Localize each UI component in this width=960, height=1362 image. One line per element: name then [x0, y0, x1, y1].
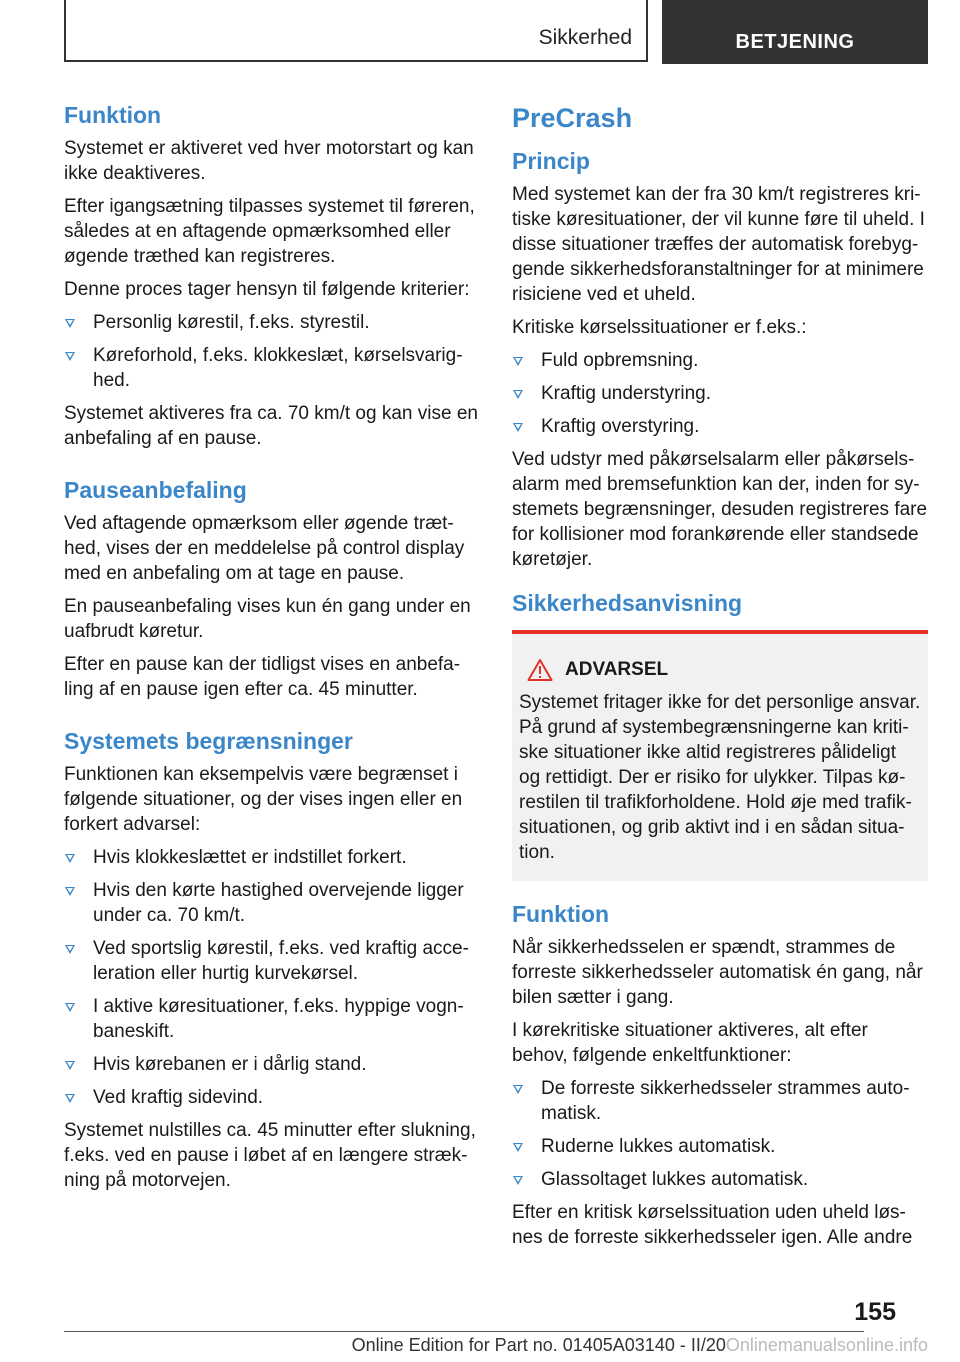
triangle-bullet-icon [65, 854, 75, 863]
heading-funktion-right: Funktion [512, 901, 610, 927]
page-number: 155 [854, 1298, 896, 1326]
list-item: Ved sportslig kørestil, f.eks. ved kraftig acce-leration eller hurtig kurvekørsel. [64, 936, 480, 986]
warning-text: Systemet fritager ikke for det personlige ansvar. På grund af systembegrænsningerne kan kriti-ske situationer ikke altid registreres pålideligt og rettidigt. Der er risiko for ulykker. Tilpas kø-restilen til trafikforholdene. Hold øje med trafik-situationen, og grib aktivt ind i en sådan situa-tion. [519, 692, 921, 863]
triangle-bullet-icon [513, 1176, 523, 1185]
paragraph: Med systemet kan der fra 30 km/t registreres kri-tiske køresituationer, der vil kunne føre til uheld. I disse situationer træffes der automatisk forebyg-gende sikkerhedsforanstaltninger for at minimere risiciene ved et uheld. [512, 184, 925, 305]
paragraph: Systemet er aktiveret ved hver motorstart og kan ikke deaktiveres. [64, 138, 474, 184]
paragraph: Ved aftagende opmærksom eller øgende træt-hed, vises der en meddelelse på control display med en anbefaling om at tage en pause. [64, 513, 465, 584]
paragraph: I kørekritiske situationer aktiveres, alt efter behov, følgende enkeltfunktioner: [512, 1020, 868, 1066]
paragraph: Ved udstyr med påkørselsalarm eller påkørsels-alarm med bremsefunktion kan der, inden for sy-stemets begrænsninger, desuden registreres fare for kollisioner mod forankørende eller standsede køretøjer. [512, 449, 928, 570]
list-item: Ruderne lukkes automatisk. [512, 1134, 928, 1159]
list-item: Hvis kørebanen er i dårlig stand. [64, 1052, 480, 1077]
page-header [64, 0, 928, 64]
paragraph: Systemet aktiveres fra ca. 70 km/t og kan vise en anbefaling af en pause. [64, 403, 478, 449]
footer-edition [64, 1335, 928, 1356]
situations-list [512, 348, 928, 439]
functions-list [512, 1076, 928, 1192]
list-item: Ved kraftig sidevind. [64, 1085, 480, 1110]
triangle-bullet-icon [65, 1061, 75, 1070]
edition-text: Online Edition for Part no. 01405A03140 - II/20 [351, 1335, 726, 1355]
triangle-bullet-icon [513, 390, 523, 399]
heading-pauseanbefaling: Pauseanbefaling [64, 477, 247, 503]
triangle-bullet-icon [65, 319, 75, 328]
footer-divider [64, 1331, 864, 1332]
list-item: Køreforhold, f.eks. klokkeslæt, kørselsvarig-hed. [64, 343, 480, 393]
paragraph: Efter en kritisk kørselssituation uden uheld løs-nes de forreste sikkerhedsseler igen. Alle andre [512, 1202, 913, 1248]
paragraph: Efter igangsætning tilpasses systemet til føreren, således at en aftagende opmærksomhed eller øgende træthed kan registreres. [64, 196, 475, 267]
triangle-bullet-icon [65, 887, 75, 896]
triangle-bullet-icon [513, 423, 523, 432]
list-item: I aktive køresituationer, f.eks. hyppige vogn-baneskift. [64, 994, 480, 1044]
triangle-bullet-icon [513, 1143, 523, 1152]
heading-begraensninger: Systemets begrænsninger [64, 728, 353, 754]
list-item: Kraftig overstyring. [512, 414, 928, 439]
triangle-bullet-icon [65, 945, 75, 954]
warning-box [512, 630, 928, 881]
paragraph: En pauseanbefaling vises kun én gang under en uafbrudt køretur. [64, 596, 471, 642]
list-item: Hvis klokkeslættet er indstillet forkert. [64, 845, 480, 870]
heading-funktion: Funktion [64, 102, 162, 128]
paragraph: Når sikkerhedsselen er spændt, strammes de forreste sikkerhedsseler automatisk én gang, når bilen sætter i gang. [512, 937, 923, 1008]
limits-list [64, 845, 480, 1110]
paragraph: Systemet nulstilles ca. 45 minutter efter slukning, f.eks. ved en pause i løbet af en længere stræk-ning på motorvejen. [64, 1120, 476, 1191]
heading-sikkerhedsanvisning: Sikkerhedsanvisning [512, 590, 743, 616]
triangle-bullet-icon [65, 1094, 75, 1103]
list-item: De forreste sikkerhedsseler strammes auto-matisk. [512, 1076, 928, 1126]
paragraph: Kritiske kørselssituationer er f.eks.: [512, 317, 807, 338]
list-item: Glassoltaget lukkes automatisk. [512, 1167, 928, 1192]
section-title: Sikkerhed [538, 26, 632, 49]
heading-princip: Princip [512, 148, 590, 174]
chapter-title: BETJENING [735, 31, 855, 53]
list-item: Hvis den kørte hastighed overvejende ligger under ca. 70 km/t. [64, 878, 480, 928]
chapter-tab [662, 0, 928, 64]
list-item: Personlig kørestil, f.eks. styrestil. [64, 310, 480, 335]
criteria-list [64, 310, 480, 393]
triangle-bullet-icon [65, 1003, 75, 1012]
triangle-bullet-icon [65, 352, 75, 361]
watermark-site: Onlinemanualsonline.info [725, 1335, 928, 1355]
warning-title: ADVARSEL [565, 659, 669, 680]
list-item: Fuld opbremsning. [512, 348, 928, 373]
triangle-bullet-icon [513, 357, 523, 366]
paragraph: Efter en pause kan der tidligst vises en anbefa-ling af en pause igen efter ca. 45 minutter. [64, 654, 461, 700]
paragraph: Funktionen kan eksempelvis være begrænset i følgende situationer, og der vises ingen eller en forkert advarsel: [64, 764, 463, 835]
section-tab [64, 0, 648, 62]
warning-triangle-icon [527, 658, 553, 682]
list-item: Kraftig understyring. [512, 381, 928, 406]
right-column [512, 100, 928, 1258]
left-column [64, 100, 480, 1201]
warning-header [519, 658, 922, 682]
heading-precrash: PreCrash [512, 103, 633, 133]
triangle-bullet-icon [513, 1085, 523, 1094]
paragraph: Denne proces tager hensyn til følgende kriterier: [64, 279, 470, 300]
